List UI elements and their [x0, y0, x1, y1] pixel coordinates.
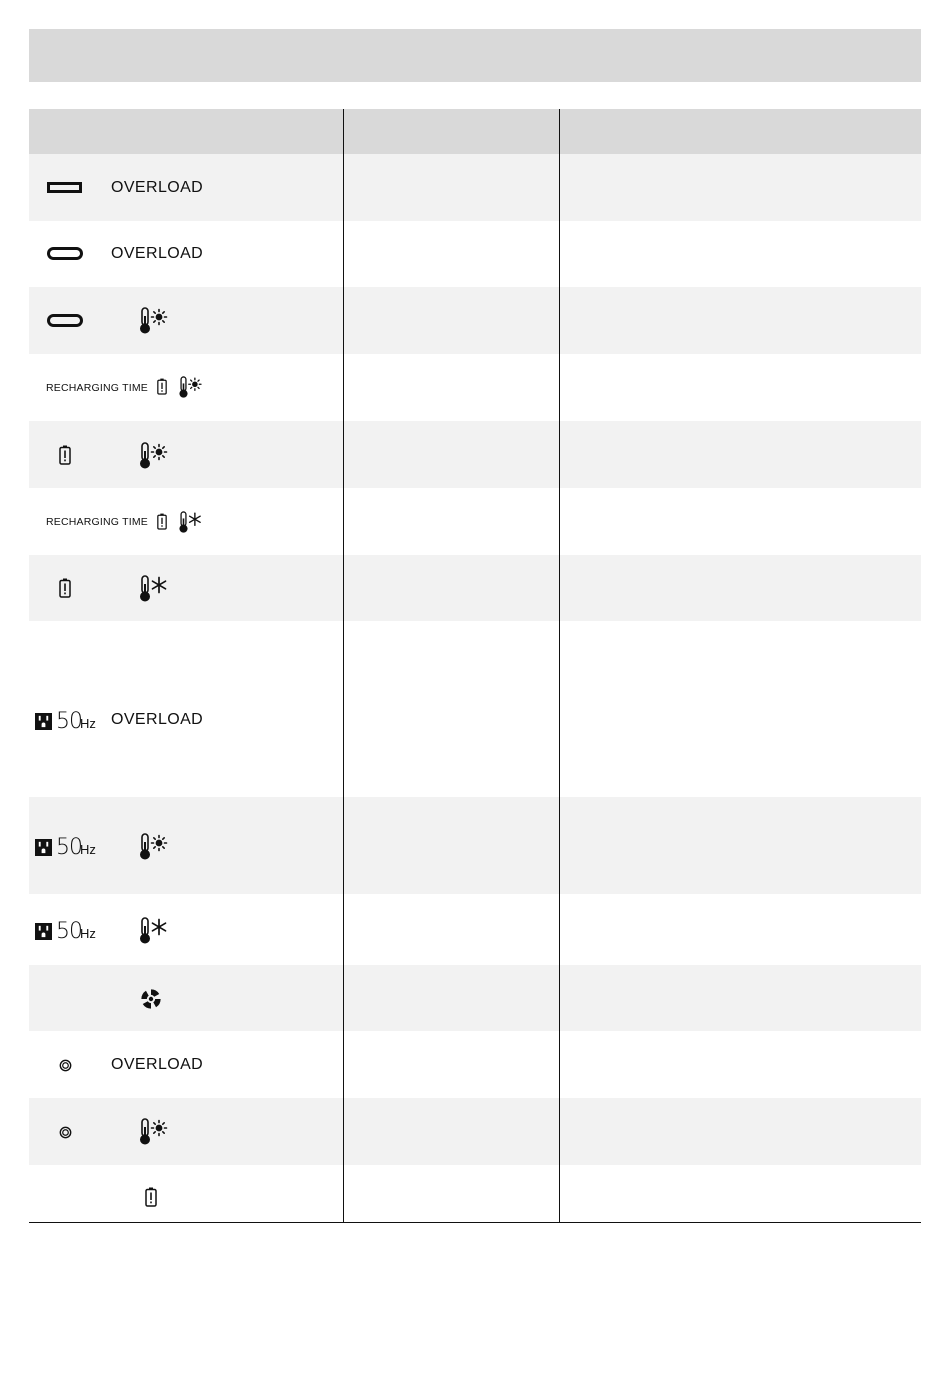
recharging-time-label: RECHARGING TIME [46, 381, 148, 394]
column-divider [343, 109, 344, 1223]
usb-c-port-icon [47, 247, 83, 260]
wireless-charge-icon [59, 1059, 72, 1072]
section-title-bar [29, 29, 921, 82]
table-bottom-border [29, 1222, 921, 1223]
column-divider [559, 109, 560, 1223]
frequency-value: 50 [56, 919, 82, 944]
battery-alert-icon [157, 378, 167, 395]
table-row [29, 965, 921, 1031]
overload-label: OVERLOAD [111, 1055, 204, 1073]
battery-alert-icon [59, 445, 71, 465]
thermometer-snow-icon [137, 575, 169, 603]
thermometer-sun-icon [137, 833, 169, 861]
battery-alert-icon [157, 513, 167, 530]
table-row [29, 354, 921, 421]
usb-a-port-icon [47, 182, 82, 193]
thermometer-sun-icon [137, 307, 169, 335]
table-row [29, 421, 921, 488]
table-row [29, 1165, 921, 1223]
overload-label: OVERLOAD [111, 178, 204, 196]
frequency-value: 50 [56, 709, 82, 734]
frequency-unit: Hz [80, 926, 96, 941]
thermometer-snow-icon [177, 511, 203, 534]
table-row [29, 797, 921, 894]
overload-label: OVERLOAD [111, 245, 204, 262]
table-row [29, 1031, 921, 1098]
wireless-charge-icon [59, 1126, 72, 1139]
battery-alert-icon [59, 578, 71, 598]
indicator-table [29, 109, 921, 1223]
frequency-value: 50 [56, 835, 82, 860]
frequency-unit: Hz [80, 842, 96, 857]
thermometer-sun-icon [177, 376, 203, 399]
usb-c-port-icon [47, 314, 83, 327]
thermometer-snow-icon [137, 917, 169, 945]
table-row [29, 555, 921, 621]
ac-outlet-icon [35, 923, 52, 940]
fan-icon [140, 988, 162, 1010]
battery-alert-icon [145, 1187, 157, 1207]
table-header-row [29, 109, 921, 154]
recharging-time-label: RECHARGING TIME [46, 515, 148, 528]
table-row [29, 1098, 921, 1165]
ac-outlet-icon [35, 713, 52, 730]
table-row [29, 154, 921, 221]
frequency-unit: Hz [80, 716, 96, 731]
table-row [29, 221, 921, 287]
thermometer-sun-icon [137, 1118, 169, 1146]
table-row [29, 894, 921, 965]
table-row [29, 621, 921, 797]
thermometer-sun-icon [137, 442, 169, 470]
overload-label: OVERLOAD [111, 711, 204, 728]
ac-outlet-icon [35, 839, 52, 856]
table-row [29, 488, 921, 555]
table-row [29, 287, 921, 354]
